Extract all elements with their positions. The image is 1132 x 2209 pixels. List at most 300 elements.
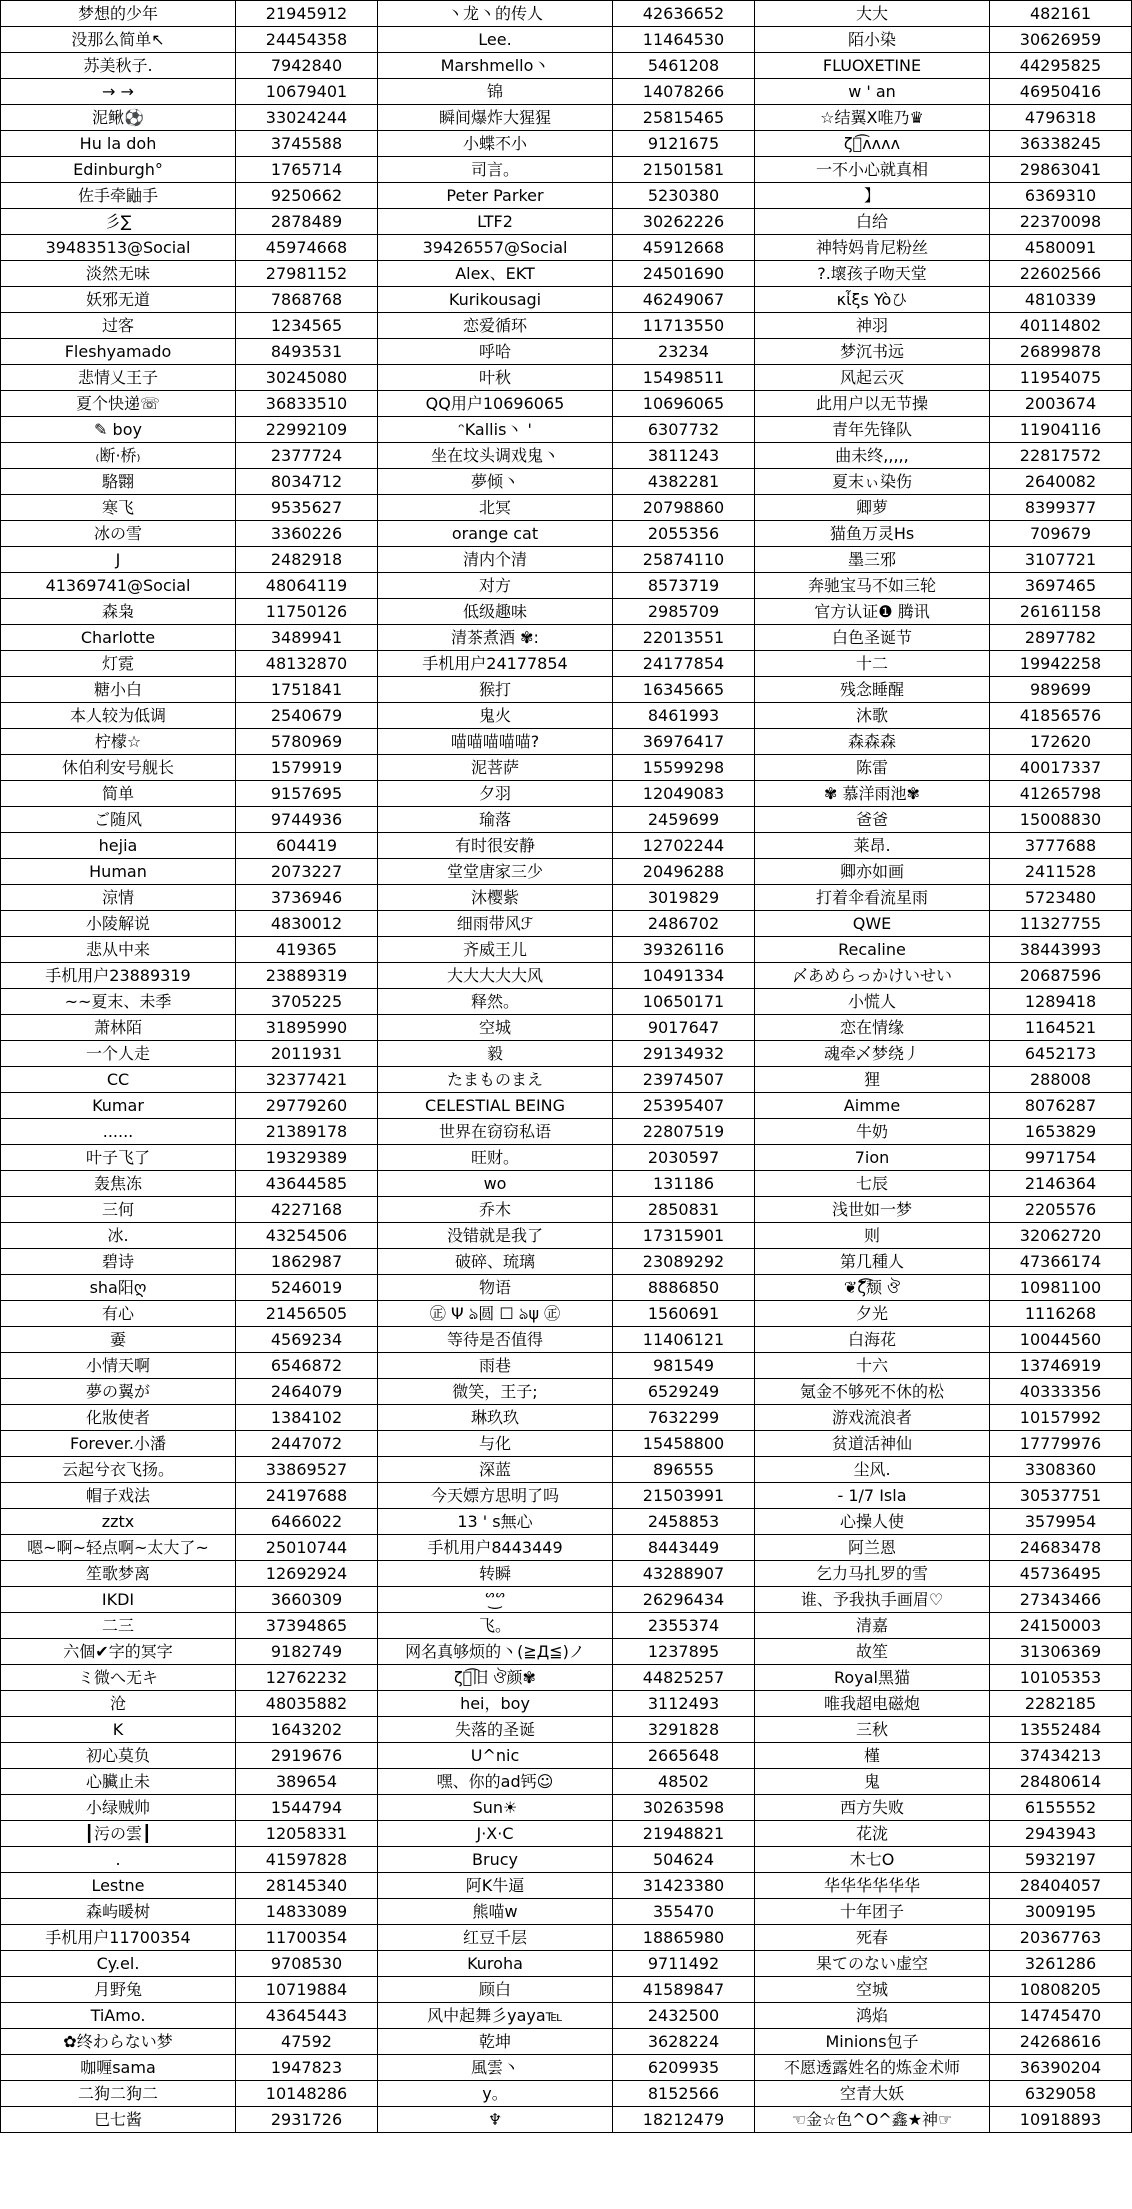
- player-id-cell: 19942258: [990, 651, 1132, 677]
- player-name-cell: 白给: [755, 209, 990, 235]
- player-name-cell: 过客: [1, 313, 236, 339]
- player-id-cell: 25874110: [613, 547, 755, 573]
- table-row: [1, 131, 1132, 157]
- player-name-cell: 打着伞看流星雨: [755, 885, 990, 911]
- player-name-cell: 十六: [755, 1353, 990, 1379]
- player-name-cell: 空城: [378, 1015, 613, 1041]
- player-id-cell: 41589847: [613, 1977, 755, 2003]
- player-id-cell: 11750126: [236, 599, 378, 625]
- player-name-cell: 卿萝: [755, 495, 990, 521]
- player-name-cell: Brucy: [378, 1847, 613, 1873]
- player-id-cell: 41856576: [990, 703, 1132, 729]
- table-row: [1, 1665, 1132, 1691]
- player-id-cell: 17779976: [990, 1431, 1132, 1457]
- table-row: [1, 79, 1132, 105]
- player-id-cell: 2447072: [236, 1431, 378, 1457]
- player-name-cell: Alex、EKT: [378, 261, 613, 287]
- player-id-cell: 10679401: [236, 79, 378, 105]
- player-id-cell: 9157695: [236, 781, 378, 807]
- player-name-cell: Charlotte: [1, 625, 236, 651]
- player-id-cell: 23889319: [236, 963, 378, 989]
- player-name-cell: 猫鱼万灵Hs: [755, 521, 990, 547]
- player-name-cell: 深蓝: [378, 1457, 613, 1483]
- player-name-cell: 锦: [378, 79, 613, 105]
- player-id-cell: 27343466: [990, 1587, 1132, 1613]
- player-name-cell: 苏美秋子.: [1, 53, 236, 79]
- player-name-cell: Human: [1, 859, 236, 885]
- player-name-cell: 花泷: [755, 1821, 990, 1847]
- player-id-cell: 8443449: [613, 1535, 755, 1561]
- player-name-cell: 风起云灭: [755, 365, 990, 391]
- player-name-cell: 冰.: [1, 1223, 236, 1249]
- player-id-cell: 2985709: [613, 599, 755, 625]
- table-row: [1, 1795, 1132, 1821]
- player-id-cell: 2030597: [613, 1145, 755, 1171]
- table-row: [1, 1717, 1132, 1743]
- player-id-cell: 2897782: [990, 625, 1132, 651]
- player-id-cell: 6466022: [236, 1509, 378, 1535]
- player-id-cell: 5246019: [236, 1275, 378, 1301]
- player-name-cell: 森森森: [755, 729, 990, 755]
- player-name-cell: 神特妈肯尼粉丝: [755, 235, 990, 261]
- player-name-cell: ☆结翼X唯乃♛: [755, 105, 990, 131]
- player-name-cell: 瞬间爆炸大猩猩: [378, 105, 613, 131]
- player-id-cell: 10918893: [990, 2107, 1132, 2133]
- player-id-cell: 5461208: [613, 53, 755, 79]
- player-id-cell: 44825257: [613, 1665, 755, 1691]
- player-id-cell: 4830012: [236, 911, 378, 937]
- player-name-cell: 唯我超电磁炮: [755, 1691, 990, 1717]
- player-name-cell: 恋爱循环: [378, 313, 613, 339]
- table-row: [1, 2003, 1132, 2029]
- player-name-cell: 夏个快递☏: [1, 391, 236, 417]
- player-name-cell: ₍断·桥₎: [1, 443, 236, 469]
- player-name-cell: 手机用户24177854: [378, 651, 613, 677]
- player-id-cell: 37394865: [236, 1613, 378, 1639]
- player-id-cell: 22013551: [613, 625, 755, 651]
- player-name-cell: 小情天啊: [1, 1353, 236, 1379]
- player-id-cell: 36976417: [613, 729, 755, 755]
- player-id-cell: 3291828: [613, 1717, 755, 1743]
- table-row: [1, 1743, 1132, 1769]
- player-id-cell: 1237895: [613, 1639, 755, 1665]
- player-id-cell: 21503991: [613, 1483, 755, 1509]
- table-row: [1, 963, 1132, 989]
- player-name-cell: 妖邪无道: [1, 287, 236, 313]
- table-row: [1, 1977, 1132, 2003]
- player-name-cell: K: [1, 1717, 236, 1743]
- player-name-cell: Kurikousagi: [378, 287, 613, 313]
- table-row: [1, 807, 1132, 833]
- player-name-cell: IKDI: [1, 1587, 236, 1613]
- player-name-cell: 坐在坟头调戏鬼丶: [378, 443, 613, 469]
- player-name-cell: 鬼: [755, 1769, 990, 1795]
- player-id-cell: 10491334: [613, 963, 755, 989]
- player-name-cell: 阿K牛逼: [378, 1873, 613, 1899]
- player-name-cell: 不愿透露姓名的炼金术师: [755, 2055, 990, 2081]
- player-id-cell: 12702244: [613, 833, 755, 859]
- player-id-cell: 32062720: [990, 1223, 1132, 1249]
- player-id-cell: 31895990: [236, 1015, 378, 1041]
- player-id-cell: 1862987: [236, 1249, 378, 1275]
- player-id-cell: 24683478: [990, 1535, 1132, 1561]
- player-id-cell: 1653829: [990, 1119, 1132, 1145]
- player-name-cell: ┃污の雲┃: [1, 1821, 236, 1847]
- player-id-cell: 21948821: [613, 1821, 755, 1847]
- player-id-cell: 28145340: [236, 1873, 378, 1899]
- player-id-cell: 6155552: [990, 1795, 1132, 1821]
- player-name-cell: Royal黑猫: [755, 1665, 990, 1691]
- player-name-cell: 魂牵乄梦绕丿: [755, 1041, 990, 1067]
- player-id-cell: 389654: [236, 1769, 378, 1795]
- table-row: [1, 937, 1132, 963]
- player-id-cell: 20687596: [990, 963, 1132, 989]
- player-id-cell: 2665648: [613, 1743, 755, 1769]
- player-id-cell: 8034712: [236, 469, 378, 495]
- player-name-cell: 华华华华华华: [755, 1873, 990, 1899]
- player-name-cell: QWE: [755, 911, 990, 937]
- player-id-cell: 30626959: [990, 27, 1132, 53]
- player-name-cell: CC: [1, 1067, 236, 1093]
- player-name-cell: 三何: [1, 1197, 236, 1223]
- table-row: [1, 495, 1132, 521]
- player-name-cell: 嘿、你的ad钙☺: [378, 1769, 613, 1795]
- player-id-cell: 2919676: [236, 1743, 378, 1769]
- player-id-cell: 9250662: [236, 183, 378, 209]
- player-name-cell: sha阳ღ: [1, 1275, 236, 1301]
- table-row: [1, 625, 1132, 651]
- player-name-cell: 駱翾: [1, 469, 236, 495]
- player-name-cell: Lee.: [378, 27, 613, 53]
- player-name-cell: 梦沉书远: [755, 339, 990, 365]
- table-row: [1, 27, 1132, 53]
- table-row: [1, 547, 1132, 573]
- player-id-cell: 3112493: [613, 1691, 755, 1717]
- table-row: [1, 1613, 1132, 1639]
- player-name-cell: Kuroha: [378, 1951, 613, 1977]
- player-name-cell: 小蝶不小: [378, 131, 613, 157]
- player-name-cell: Lestne: [1, 1873, 236, 1899]
- table-row: [1, 417, 1132, 443]
- player-name-cell: orange cat: [378, 521, 613, 547]
- player-id-cell: 2540679: [236, 703, 378, 729]
- player-name-cell: 丶龙丶的传人: [378, 1, 613, 27]
- table-row: [1, 1093, 1132, 1119]
- player-id-cell: 15458800: [613, 1431, 755, 1457]
- player-id-cell: 43254506: [236, 1223, 378, 1249]
- table-row: [1, 235, 1132, 261]
- table-row: [1, 1015, 1132, 1041]
- player-id-cell: 1751841: [236, 677, 378, 703]
- player-id-cell: 7942840: [236, 53, 378, 79]
- player-name-cell: 有心: [1, 1301, 236, 1327]
- player-id-cell: 48064119: [236, 573, 378, 599]
- player-name-cell: 鸿焰: [755, 2003, 990, 2029]
- player-name-cell: Marshmello丶: [378, 53, 613, 79]
- player-id-cell: 989699: [990, 677, 1132, 703]
- player-id-cell: 4227168: [236, 1197, 378, 1223]
- player-name-cell: 曲未终,,,,,: [755, 443, 990, 469]
- player-id-cell: 8461993: [613, 703, 755, 729]
- player-id-cell: 3261286: [990, 1951, 1132, 1977]
- player-id-cell: 11904116: [990, 417, 1132, 443]
- player-id-cell: 504624: [613, 1847, 755, 1873]
- table-body: [1, 1, 1132, 2133]
- player-id-cell: 981549: [613, 1353, 755, 1379]
- player-name-cell: .: [1, 1847, 236, 1873]
- player-name-cell: 手机用户11700354: [1, 1925, 236, 1951]
- player-name-cell: ~~夏末、未季: [1, 989, 236, 1015]
- player-id-cell: 10148286: [236, 2081, 378, 2107]
- player-name-cell: 红豆千层: [378, 1925, 613, 1951]
- player-name-cell: 贫道活神仙: [755, 1431, 990, 1457]
- player-id-cell: 8076287: [990, 1093, 1132, 1119]
- player-id-cell: 9971754: [990, 1145, 1132, 1171]
- player-id-cell: 48132870: [236, 651, 378, 677]
- player-name-cell: 月野兔: [1, 1977, 236, 2003]
- table-row: [1, 573, 1132, 599]
- player-id-cell: 2411528: [990, 859, 1132, 885]
- table-row: [1, 1353, 1132, 1379]
- player-id-cell: 5932197: [990, 1847, 1132, 1873]
- table-row: [1, 1223, 1132, 1249]
- player-name-cell: 槿: [755, 1743, 990, 1769]
- player-id-cell: 2464079: [236, 1379, 378, 1405]
- player-name-cell: 云起兮衣飞扬。: [1, 1457, 236, 1483]
- table-row: [1, 2029, 1132, 2055]
- player-id-cell: 172620: [990, 729, 1132, 755]
- player-id-cell: 3009195: [990, 1899, 1132, 1925]
- player-name-cell: Forever.小潘: [1, 1431, 236, 1457]
- player-id-cell: 9182749: [236, 1639, 378, 1665]
- player-name-cell: 夕羽: [378, 781, 613, 807]
- player-name-cell: Recaline: [755, 937, 990, 963]
- player-name-cell: 转瞬: [378, 1561, 613, 1587]
- player-id-cell: 4580091: [990, 235, 1132, 261]
- player-name-cell: QQ用户10696065: [378, 391, 613, 417]
- player-name-cell: 果てのない虚空: [755, 1951, 990, 1977]
- table-row: [1, 1, 1132, 27]
- player-name-cell: w ' an: [755, 79, 990, 105]
- table-row: [1, 365, 1132, 391]
- table-row: [1, 105, 1132, 131]
- player-name-cell: hei，boy: [378, 1691, 613, 1717]
- player-id-cell: 24501690: [613, 261, 755, 287]
- player-id-cell: 12762232: [236, 1665, 378, 1691]
- player-id-cell: 22992109: [236, 417, 378, 443]
- player-id-cell: 28404057: [990, 1873, 1132, 1899]
- player-name-cell: 清内个清: [378, 547, 613, 573]
- player-id-cell: 2931726: [236, 2107, 378, 2133]
- player-name-cell: 叶子飞了: [1, 1145, 236, 1171]
- player-id-cell: 1384102: [236, 1405, 378, 1431]
- player-name-cell: wo: [378, 1171, 613, 1197]
- table-row: [1, 1925, 1132, 1951]
- player-id-cell: 45736495: [990, 1561, 1132, 1587]
- player-name-cell: ᵔKallis丶 ': [378, 417, 613, 443]
- player-name-cell: Aimme: [755, 1093, 990, 1119]
- player-id-cell: 5723480: [990, 885, 1132, 911]
- player-id-cell: 1947823: [236, 2055, 378, 2081]
- player-id-cell: 6209935: [613, 2055, 755, 2081]
- player-id-cell: 22370098: [990, 209, 1132, 235]
- table-row: [1, 1457, 1132, 1483]
- player-name-cell: 神羽: [755, 313, 990, 339]
- player-name-cell: 悲从中来: [1, 937, 236, 963]
- table-row: [1, 1197, 1132, 1223]
- player-id-cell: 40114802: [990, 313, 1132, 339]
- player-name-cell: 一不小心就真相: [755, 157, 990, 183]
- player-id-cell: 28480614: [990, 1769, 1132, 1795]
- player-id-cell: 48035882: [236, 1691, 378, 1717]
- table-row: [1, 2081, 1132, 2107]
- player-name-cell: ♆: [378, 2107, 613, 2133]
- player-name-cell: 碧诗: [1, 1249, 236, 1275]
- table-row: [1, 1171, 1132, 1197]
- player-id-cell: 604419: [236, 833, 378, 859]
- player-name-cell: 三秋: [755, 1717, 990, 1743]
- player-name-cell: 墨三邪: [755, 547, 990, 573]
- player-name-cell: 空青大妖: [755, 2081, 990, 2107]
- player-name-cell: 7ion: [755, 1145, 990, 1171]
- player-id-cell: 11464530: [613, 27, 755, 53]
- player-id-cell: 11700354: [236, 1925, 378, 1951]
- player-name-cell: J: [1, 547, 236, 573]
- table-row: [1, 391, 1132, 417]
- player-name-cell: 39483513@Social: [1, 235, 236, 261]
- player-name-cell: 瑜落: [378, 807, 613, 833]
- player-name-cell: ご随风: [1, 807, 236, 833]
- player-name-cell: TiAmo.: [1, 2003, 236, 2029]
- player-id-cell: 1765714: [236, 157, 378, 183]
- player-name-cell: ㊣ Ψ ঌ圆 ☐ ঌψ ㊣: [378, 1301, 613, 1327]
- player-id-cell: 1289418: [990, 989, 1132, 1015]
- player-id-cell: 2459699: [613, 807, 755, 833]
- player-id-cell: 10696065: [613, 391, 755, 417]
- player-id-cell: 25010744: [236, 1535, 378, 1561]
- player-name-cell: 】: [755, 183, 990, 209]
- player-id-cell: 10981100: [990, 1275, 1132, 1301]
- player-name-cell: 小慌人: [755, 989, 990, 1015]
- player-name-cell: 大大: [755, 1, 990, 27]
- player-name-cell: ✎ boy: [1, 417, 236, 443]
- player-id-cell: 10044560: [990, 1327, 1132, 1353]
- player-id-cell: 6529249: [613, 1379, 755, 1405]
- player-name-cell: ζั͡旧 ঔ颜✾: [378, 1665, 613, 1691]
- player-name-cell: 心操人使: [755, 1509, 990, 1535]
- player-id-cell: 8573719: [613, 573, 755, 599]
- table-row: [1, 1587, 1132, 1613]
- player-name-cell: 風雲丶: [378, 2055, 613, 2081]
- player-id-cell: 3489941: [236, 625, 378, 651]
- player-name-cell: 呼哈: [378, 339, 613, 365]
- table-row: [1, 183, 1132, 209]
- player-name-cell: 毅: [378, 1041, 613, 1067]
- player-id-cell: 3019829: [613, 885, 755, 911]
- player-name-cell: - 1/7 Isla: [755, 1483, 990, 1509]
- player-name-cell: ❦ζ͡ั颓 ঔ: [755, 1275, 990, 1301]
- table-row: [1, 469, 1132, 495]
- player-id-cell: 419365: [236, 937, 378, 963]
- player-name-cell: 等待是否值得: [378, 1327, 613, 1353]
- player-name-cell: 乔木: [378, 1197, 613, 1223]
- table-row: [1, 1249, 1132, 1275]
- player-id-cell: 22602566: [990, 261, 1132, 287]
- player-id-cell: 23974507: [613, 1067, 755, 1093]
- player-name-cell: 牛奶: [755, 1119, 990, 1145]
- table-row: [1, 1041, 1132, 1067]
- player-name-cell: 39426557@Social: [378, 235, 613, 261]
- player-id-cell: 36338245: [990, 131, 1132, 157]
- player-id-cell: 29779260: [236, 1093, 378, 1119]
- player-id-cell: 3697465: [990, 573, 1132, 599]
- table-row: [1, 781, 1132, 807]
- table-row: [1, 989, 1132, 1015]
- player-id-cell: 896555: [613, 1457, 755, 1483]
- player-name-cell: 森枭: [1, 599, 236, 625]
- player-id-cell: 39326116: [613, 937, 755, 963]
- table-row: [1, 287, 1132, 313]
- player-name-cell: 乾坤: [378, 2029, 613, 2055]
- player-name-cell: ?.壞孩子吻天堂: [755, 261, 990, 287]
- player-id-cell: 131186: [613, 1171, 755, 1197]
- player-name-cell: 空城: [755, 1977, 990, 2003]
- player-name-cell: ᔥ͜ᔥ: [378, 1587, 613, 1613]
- table-row: [1, 1691, 1132, 1717]
- table-row: [1, 1561, 1132, 1587]
- player-id-cell: 45974668: [236, 235, 378, 261]
- player-name-cell: LTF2: [378, 209, 613, 235]
- player-name-cell: ......: [1, 1119, 236, 1145]
- player-id-cell: 9711492: [613, 1951, 755, 1977]
- player-name-cell: 浅世如一梦: [755, 1197, 990, 1223]
- player-name-cell: 残念睡醒: [755, 677, 990, 703]
- player-name-cell: 细雨带风ℱ: [378, 911, 613, 937]
- player-id-cell: 11406121: [613, 1327, 755, 1353]
- table-row: [1, 729, 1132, 755]
- table-row: [1, 755, 1132, 781]
- player-name-cell: 世界在窃窃私语: [378, 1119, 613, 1145]
- player-name-cell: 破碎、琉璃: [378, 1249, 613, 1275]
- player-name-cell: 初心莫负: [1, 1743, 236, 1769]
- table-row: [1, 1067, 1132, 1093]
- player-id-cell: 29134932: [613, 1041, 755, 1067]
- player-name-cell: 七辰: [755, 1171, 990, 1197]
- player-id-cell: 14745470: [990, 2003, 1132, 2029]
- player-name-cell: 风中起舞彡yaya℡: [378, 2003, 613, 2029]
- table-row: [1, 1327, 1132, 1353]
- player-id-cell: 8493531: [236, 339, 378, 365]
- player-id-cell: 31306369: [990, 1639, 1132, 1665]
- player-name-cell: 一个人走: [1, 1041, 236, 1067]
- player-name-cell: 氪金不够死不休的松: [755, 1379, 990, 1405]
- player-name-cell: 低级趣味: [378, 599, 613, 625]
- player-id-cell: 2282185: [990, 1691, 1132, 1717]
- player-name-cell: たまものまえ: [378, 1067, 613, 1093]
- player-id-cell: 33024244: [236, 105, 378, 131]
- player-name-cell: 今天嫖方思明了吗: [378, 1483, 613, 1509]
- player-id-cell: 3660309: [236, 1587, 378, 1613]
- player-id-cell: 2355374: [613, 1613, 755, 1639]
- player-name-cell: y。: [378, 2081, 613, 2107]
- player-id-cell: 9017647: [613, 1015, 755, 1041]
- player-name-cell: 清茶煮酒 ✾:: [378, 625, 613, 651]
- player-name-cell: 雨巷: [378, 1353, 613, 1379]
- player-id-cell: 47366174: [990, 1249, 1132, 1275]
- player-id-cell: 2640082: [990, 469, 1132, 495]
- player-id-cell: 4382281: [613, 469, 755, 495]
- player-id-cell: 30263598: [613, 1795, 755, 1821]
